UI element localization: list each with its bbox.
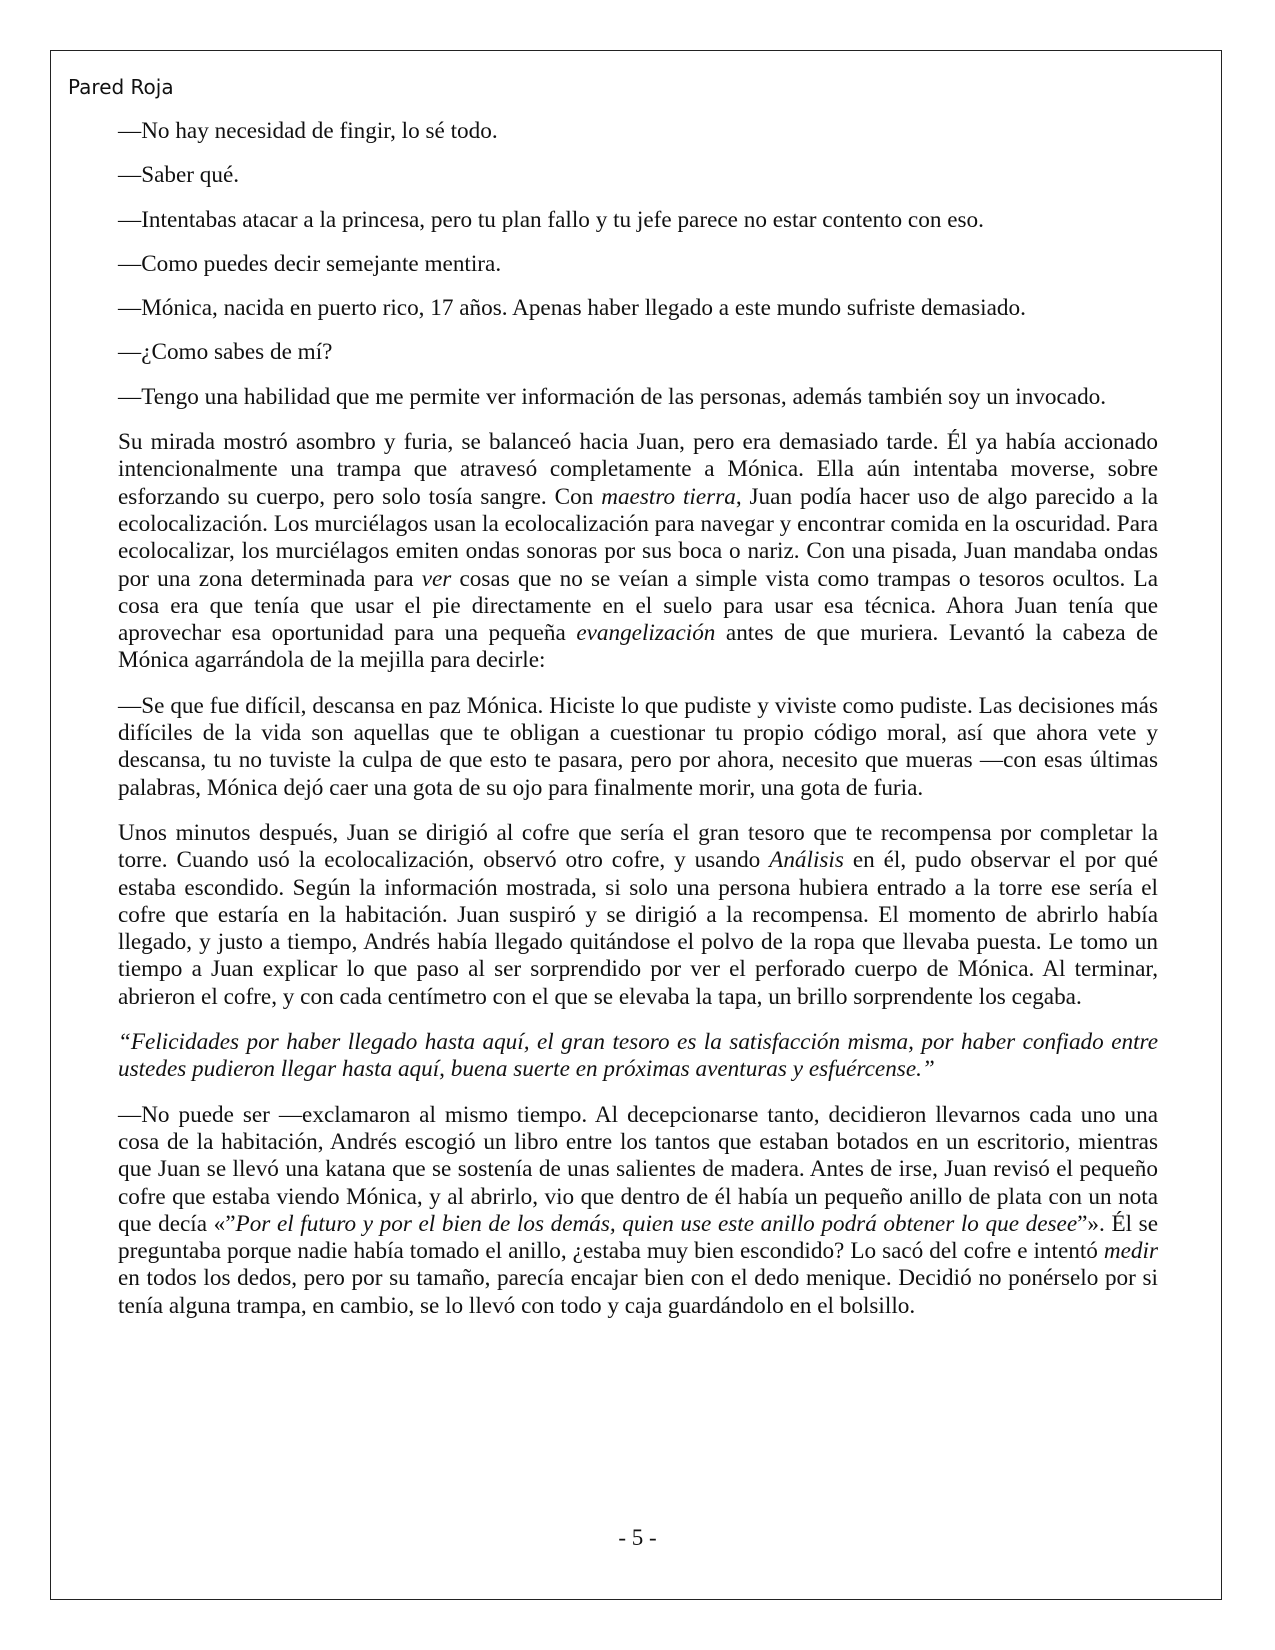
paragraph-dialogue-6: —¿Como sabes de mí? bbox=[118, 339, 333, 366]
italic-term: Análisis bbox=[769, 847, 844, 874]
paragraph-dialogue-7: —Tengo una habilidad que me permite ver información de las personas, además también soy un invocado. bbox=[118, 383, 1107, 410]
text-run: , Juan podía hacer uso de algo parecido a la ecolocalización. Los murciélagos usan la ecolocalización para navegar y encontrar comida en la oscuridad. Para ecolocalizar, los murciélagos emiten ondas sonoras por sus boca o nariz. Con una pisada, Juan mandaba ondas por una zona determinada para bbox=[118, 483, 1158, 592]
italic-term: Por el futuro y por el bien de los demás, quien use este anillo podrá obtener lo que desee bbox=[235, 1210, 1078, 1237]
text-run: —No puede ser —exclamaron al mismo tiempo. Al decepcionarse tanto, decidieron llevarnos cada uno una cosa de la habitación, Andrés escogió un libro entre los tantos que estaban botados en un escritorio, mientras que Juan se llevó una katana que se sostenía de unas salientes de madera. Antes de irse, Juan revisó el pequeño cofre que estaba viendo Mónica, y al abrirlo, vio que dentro de él había un pequeño anillo de plata con un nota que decía «” bbox=[118, 1101, 1158, 1237]
paragraph-dialogue-8: —Se que fue difícil, descansa en paz Mónica. Hiciste lo que pudiste y viviste como pudiste. Las decisiones más difíciles de la vida son aquellas que te obligan a cuestionar tu propio código moral, así que ahora vete y descansa, tu no tuviste la culpa de que esto te pasara, pero por ahora, necesito que mueras —con esas últimas palabras, Mónica dejó caer una gota de su ojo para finalmente morir, una gota de furia. bbox=[118, 692, 1158, 801]
text-run: en él, pudo observar el por qué estaba escondido. Según la información mostrada, si solo una persona hubiera entrado a la torre ese sería el cofre que estaría en la habitación. Juan suspiró y se dirigió a la recompensa. El momento de abrirlo había llegado, y justo a tiempo, Andrés había llegado quitándose el polvo de la ropa que llevaba puesta. Le tomo un tiempo a Juan explicar lo que paso al ser sorprendido por ver el perforado cuerpo de Mónica. Al terminar, abrieron el cofre, y con cada centímetro con el que se elevaba la tapa, un brillo sorprendente los cegaba. bbox=[118, 847, 1159, 1010]
paragraph-narration-2 bbox=[118, 820, 1158, 1011]
paragraph-dialogue-1: —No hay necesidad de fingir, lo sé todo. bbox=[118, 118, 498, 144]
italic-term: medir bbox=[1103, 1238, 1158, 1265]
paragraph-dialogue-3: —Intentabas atacar a la princesa, pero tu plan fallo y tu jefe parece no estar contento con eso. bbox=[118, 206, 984, 233]
text-run: antes de que muriera. Levantó la cabeza de Mónica agarrándola de la mejilla para decirle: bbox=[118, 620, 1158, 674]
text-run: Su mirada mostró asombro y furia, se balanceó hacia Juan, pero era demasiado tarde. Él ya había accionado intencionalmente una trampa que atravesó completamente a Mónica. Ella aún intentaba moverse, sobre esforzando su cuerpo, pero solo tosía sangre. Con bbox=[118, 429, 1158, 510]
paragraph-quote: “Felicidades por haber llegado hasta aquí, el gran tesoro es la satisfacción misma, por haber confiado entre ustedes pudieron llegar hasta aquí, buena suerte en próximas aventuras y esfuércense.” bbox=[118, 1029, 1158, 1083]
paragraph-dialogue-5: —Mónica, nacida en puerto rico, 17 años. Apenas haber llegado a este mundo sufriste demasiado. bbox=[118, 295, 1026, 322]
italic-term: evangelización bbox=[576, 620, 716, 647]
page-number: - 5 - bbox=[618, 1525, 657, 1550]
italic-term: ver bbox=[421, 565, 452, 592]
paragraph-narration-3 bbox=[118, 1102, 1158, 1320]
document-body bbox=[118, 118, 1158, 1338]
paragraph-dialogue-2: —Saber qué. bbox=[118, 162, 240, 189]
text-run: Unos minutos después, Juan se dirigió al cofre que sería el gran tesoro que te recompensa por completar la torre. Cuando usó la ecolocalización, observó otro cofre, y usando bbox=[118, 819, 1158, 874]
text-run: cosas que no se veían a simple vista como trampas o tesoros ocultos. La cosa era que tenía que usar el pie directamente en el suelo para usar esa técnica. Ahora Juan tenía que aprovechar esa oportunidad para una pequeña bbox=[118, 565, 1158, 647]
italic-term: maestro tierra bbox=[601, 483, 736, 510]
paragraph-narration-1 bbox=[118, 429, 1158, 675]
paragraph-dialogue-4: —Como puedes decir semejante mentira. bbox=[118, 250, 502, 277]
text-run: ”». Él se preguntaba porque nadie había tomado el anillo, ¿estaba muy bien escondido? Lo sacó del cofre e intentó bbox=[118, 1210, 1158, 1265]
running-header: Pared Roja bbox=[68, 75, 174, 99]
text-run: en todos los dedos, pero por su tamaño, parecía encajar bien con el dedo menique. Decidió no ponérselo por si tenía alguna trampa, en cambio, se lo llevó con todo y caja guardándolo en el bolsillo. bbox=[118, 1265, 1158, 1319]
